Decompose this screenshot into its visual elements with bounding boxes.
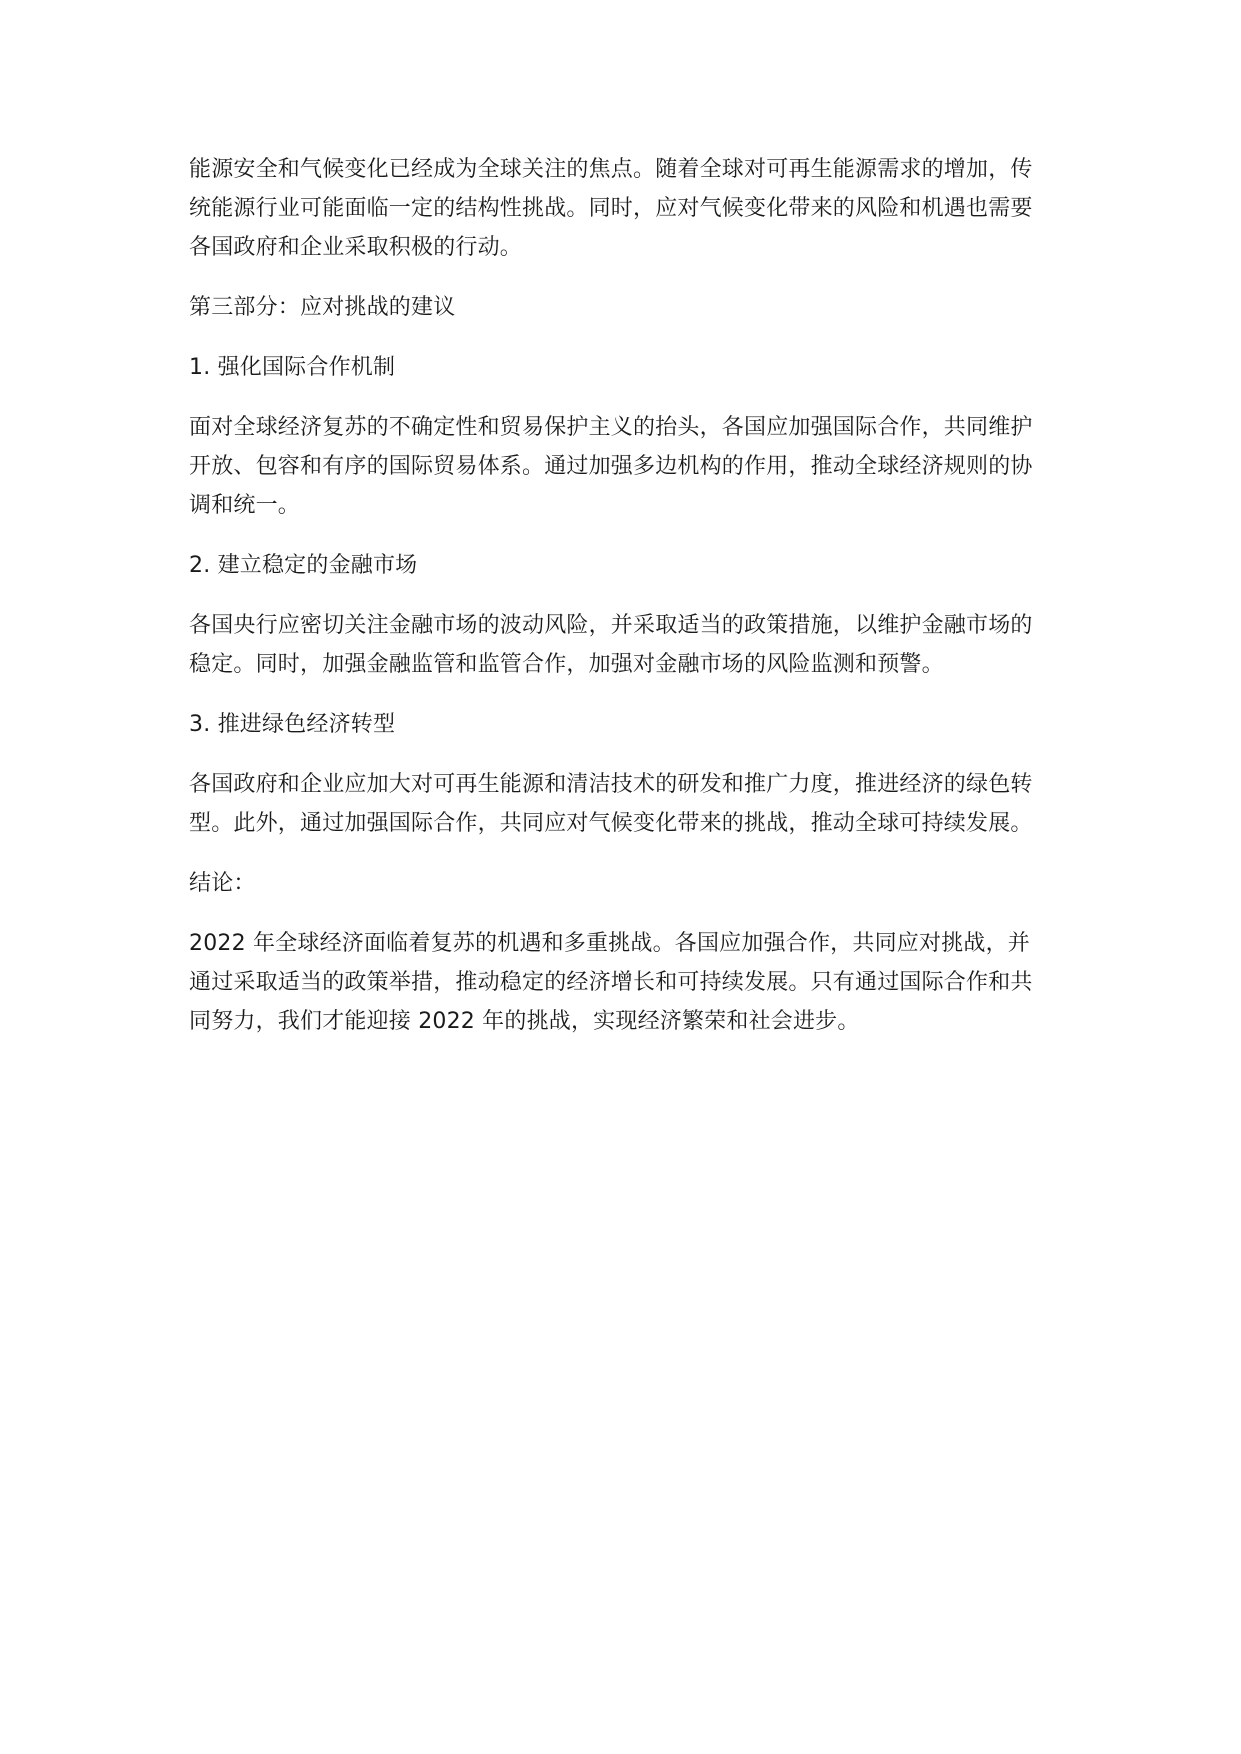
suggestion-1-body: 面对全球经济复苏的不确定性和贸易保护主义的抬头，各国应加强国际合作，共同维护开放、包容和有序的国际贸易体系。通过加强多边机构的作用，推动全球经济规则的协调和统一。	[189, 415, 1033, 518]
conclusion-body: 2022 年全球经济面临着复苏的机遇和多重挑战。各国应加强合作，共同应对挑战，并通过采取适当的政策举措，推动稳定的经济增长和可持续发展。只有通过国际合作和共同努力，我们才能迎接 2022 年的挑战，实现经济繁荣和社会进步。	[189, 931, 1033, 1034]
section-three-heading: 第三部分：应对挑战的建议	[189, 295, 456, 320]
document-page	[189, 150, 1049, 1062]
suggestion-3-heading: 3. 推进绿色经济转型	[189, 712, 396, 737]
suggestion-1-heading: 1. 强化国际合作机制	[189, 355, 396, 380]
conclusion-heading: 结论：	[189, 871, 256, 896]
suggestion-2-heading: 2. 建立稳定的金融市场	[189, 553, 418, 578]
energy-climate-paragraph: 能源安全和气候变化已经成为全球关注的焦点。随着全球对可再生能源需求的增加，传统能源行业可能面临一定的结构性挑战。同时，应对气候变化带来的风险和机遇也需要各国政府和企业采取积极的行动。	[189, 157, 1033, 260]
suggestion-3-body: 各国政府和企业应加大对可再生能源和清洁技术的研发和推广力度，推进经济的绿色转型。此外，通过加强国际合作，共同应对气候变化带来的挑战，推动全球可持续发展。	[189, 772, 1033, 836]
suggestion-2-body: 各国央行应密切关注金融市场的波动风险，并采取适当的政策措施，以维护金融市场的稳定。同时，加强金融监管和监管合作，加强对金融市场的风险监测和预警。	[189, 613, 1033, 677]
